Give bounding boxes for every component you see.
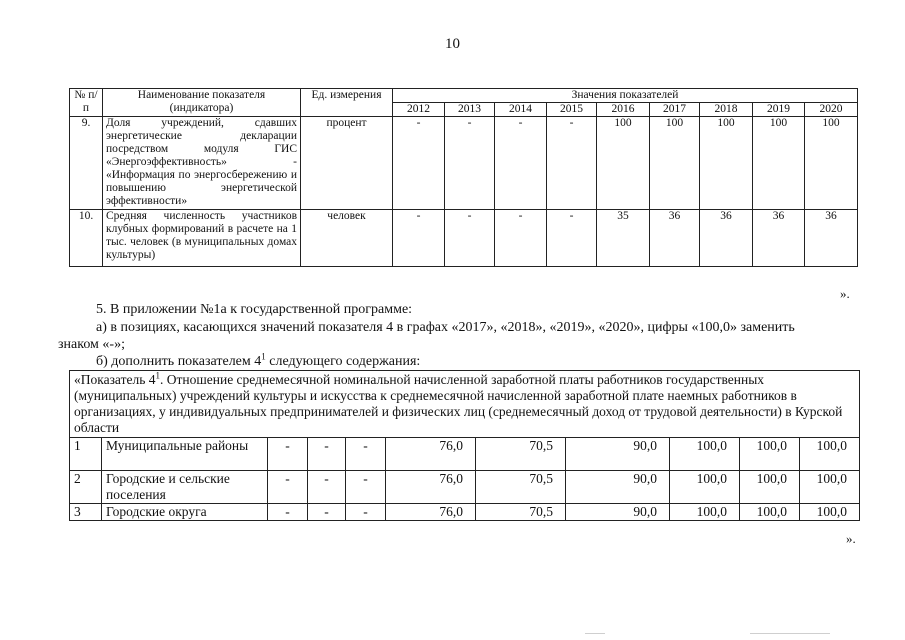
value-cell: 36	[805, 210, 858, 267]
value-cell: -	[268, 504, 308, 521]
value-cell: -	[346, 438, 386, 471]
row-name: Городские и сельские поселения	[102, 471, 268, 504]
value-cell: 100,0	[670, 471, 740, 504]
value-cell: 36	[650, 210, 700, 267]
row-num: 2	[70, 471, 102, 504]
value-cell: -	[393, 210, 445, 267]
row-unit: процент	[301, 117, 393, 210]
paragraph-b-text: б) дополнить показателем 4	[96, 354, 262, 369]
paragraph-a-continued: знаком «-»;	[58, 337, 125, 352]
table-row	[70, 210, 858, 267]
indicator-title-start: «Показатель 4	[74, 372, 156, 387]
value-cell: 100,0	[740, 471, 800, 504]
scan-artifact	[585, 633, 605, 634]
table2-closing-quote: ».	[846, 531, 856, 546]
header-num: № п/п	[70, 89, 103, 117]
row-name: Городские округа	[102, 504, 268, 521]
row-num: 1	[70, 438, 102, 471]
paragraph-b-text-end: следующего содержания:	[265, 354, 421, 369]
row-unit: человек	[301, 210, 393, 267]
value-cell: 90,0	[566, 438, 670, 471]
value-cell: 36	[753, 210, 805, 267]
value-cell: -	[547, 117, 597, 210]
table-row	[70, 438, 860, 471]
table-header-row	[70, 89, 858, 103]
year-cell: 2016	[597, 103, 650, 117]
row-name: Доля учреждений, сдавших энергетические декларации посредством модуля ГИС «Энергоэффективность» - «Информация по энергосбережению и повышению энергетической эффективности»	[103, 117, 301, 210]
year-cell: 2019	[753, 103, 805, 117]
value-cell: 70,5	[476, 438, 566, 471]
value-cell: 70,5	[476, 471, 566, 504]
value-cell: 90,0	[566, 471, 670, 504]
value-cell: 70,5	[476, 504, 566, 521]
value-cell: 35	[597, 210, 650, 267]
value-cell: 100,0	[800, 504, 860, 521]
value-cell: 100	[650, 117, 700, 210]
value-cell: -	[346, 471, 386, 504]
indicator-title-superscript: 1	[155, 370, 160, 381]
page-number: 10	[445, 36, 460, 52]
indicator-title-text: . Отношение среднемесячной номинальной начисленной заработной платы работников государственных (муниципальных) учреждений культуры и искусства к среднемесячной начисленной заработной плате наемных работников в организациях, у индивидуальных предпринимателей и физических лиц (среднемесячный доход от трудовой деятельности) в Курской области	[74, 372, 843, 435]
header-unit: Ед. измерения	[301, 89, 393, 117]
value-cell: -	[268, 471, 308, 504]
value-cell: -	[495, 117, 547, 210]
value-cell: -	[547, 210, 597, 267]
indicators-table	[69, 88, 858, 267]
paragraph-b-superscript: 1	[261, 351, 266, 362]
value-cell: 36	[700, 210, 753, 267]
value-cell: 100	[597, 117, 650, 210]
value-cell: 100,0	[670, 504, 740, 521]
paragraph-b	[96, 353, 420, 370]
indicator-title	[70, 371, 860, 438]
value-cell: -	[445, 210, 495, 267]
table-row	[70, 504, 860, 521]
value-cell: -	[308, 504, 346, 521]
value-cell: 90,0	[566, 504, 670, 521]
value-cell: -	[308, 438, 346, 471]
value-cell: 76,0	[386, 504, 476, 521]
value-cell: -	[445, 117, 495, 210]
value-cell: 100,0	[670, 438, 740, 471]
year-cell: 2020	[805, 103, 858, 117]
year-cell: 2018	[700, 103, 753, 117]
paragraph-5: 5. В приложении №1а к государственной программе:	[96, 302, 413, 317]
year-cell: 2015	[547, 103, 597, 117]
value-cell: 100	[805, 117, 858, 210]
year-cell: 2014	[495, 103, 547, 117]
value-cell: 100,0	[740, 504, 800, 521]
year-cell: 2012	[393, 103, 445, 117]
header-values: Значения показателей	[393, 89, 858, 103]
table-row	[70, 471, 860, 504]
value-cell: 100	[753, 117, 805, 210]
table-row	[70, 117, 858, 210]
header-name: Наименование показателя (индикатора)	[103, 89, 301, 117]
row-num: 10.	[70, 210, 103, 267]
indicator-4-1-table	[69, 370, 860, 521]
value-cell: 100,0	[800, 471, 860, 504]
scan-artifact	[750, 633, 830, 634]
value-cell: 100,0	[740, 438, 800, 471]
indicator-title-row	[70, 371, 860, 438]
row-name: Средняя численность участников клубных формирований в расчете на 1 тыс. человек (в муниципальных домах культуры)	[103, 210, 301, 267]
row-name: Муниципальные районы	[102, 438, 268, 471]
row-num: 3	[70, 504, 102, 521]
value-cell: -	[393, 117, 445, 210]
row-num: 9.	[70, 117, 103, 210]
value-cell: -	[308, 471, 346, 504]
value-cell: 100	[700, 117, 753, 210]
value-cell: 76,0	[386, 438, 476, 471]
value-cell: -	[346, 504, 386, 521]
year-cell: 2017	[650, 103, 700, 117]
value-cell: -	[495, 210, 547, 267]
paragraph-a: а) в позициях, касающихся значений показателя 4 в графах «2017», «2018», «2019», «2020», цифры «100,0» заменить	[96, 320, 795, 335]
value-cell: 76,0	[386, 471, 476, 504]
value-cell: -	[268, 438, 308, 471]
value-cell: 100,0	[800, 438, 860, 471]
year-cell: 2013	[445, 103, 495, 117]
table1-closing-quote: ».	[840, 286, 850, 301]
